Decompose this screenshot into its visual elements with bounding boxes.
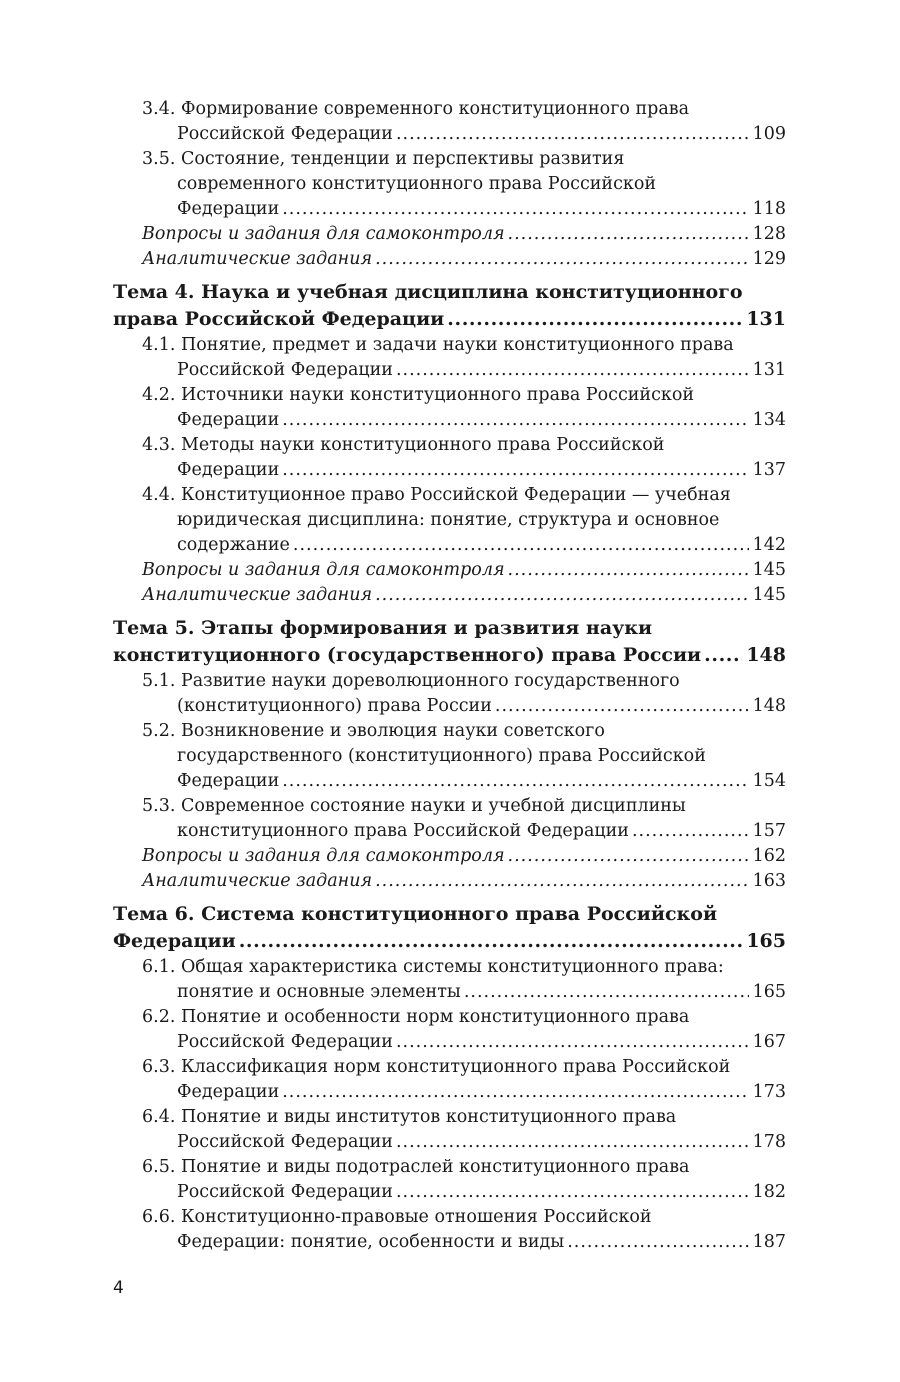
toc-entry-title-cont: (конституционного) права России <box>177 696 492 716</box>
page-ref: 131 <box>746 308 786 330</box>
page-ref: 148 <box>746 644 786 666</box>
page-ref: 182 <box>752 1182 786 1202</box>
toc-entry-title-cont: Федерации <box>177 199 280 219</box>
page-ref: 145 <box>752 585 786 605</box>
toc-entry-title-cont: содержание <box>177 535 290 555</box>
toc-entry-4-1[interactable] <box>142 333 786 383</box>
toc-entry-title-cont: государственного (конституционного) права Российской <box>177 746 706 766</box>
page-ref: 148 <box>752 696 786 716</box>
page-ref: 134 <box>752 410 786 430</box>
toc-entry-6-6[interactable] <box>142 1205 786 1255</box>
page-ref: 109 <box>752 124 786 144</box>
toc-entry-3-5[interactable] <box>142 147 786 222</box>
page-ref: 145 <box>752 560 786 580</box>
toc-topic-title-cont: конституционного (государственного) права России <box>113 644 702 666</box>
toc-entry-title-cont: Федерации <box>177 771 280 791</box>
toc-topic-title-cont: права Российской Федерации <box>113 308 445 330</box>
toc-entry-title: Аналитические задания <box>142 871 373 891</box>
toc-entry-title: 3.5. Состояние, тенденции и перспективы развития <box>142 149 625 169</box>
toc-entry-6-1[interactable] <box>142 955 786 1005</box>
toc-entry-title: 5.1. Развитие науки дореволюционного государственного <box>142 671 680 691</box>
dot-leader <box>282 408 748 433</box>
page-ref: 128 <box>752 224 786 244</box>
toc-entry-title: Аналитические задания <box>142 585 373 605</box>
page-ref: 165 <box>752 982 786 1002</box>
page-ref: 154 <box>752 771 786 791</box>
page-ref: 165 <box>746 930 786 952</box>
dot-leader <box>508 844 749 869</box>
page-ref: 157 <box>752 821 786 841</box>
dot-leader <box>704 642 742 669</box>
dot-leader <box>508 558 749 583</box>
dot-leader <box>632 819 749 844</box>
toc-entry-title: Аналитические задания <box>142 249 373 269</box>
toc-entry-title-cont: Российской Федерации <box>177 1132 393 1152</box>
toc-topic-title: Тема 5. Этапы формирования и развития науки <box>113 617 653 639</box>
dot-leader <box>495 694 749 719</box>
toc-entry-self-check-questions[interactable] <box>142 222 786 247</box>
toc-topic-5[interactable] <box>113 615 786 669</box>
dot-leader <box>282 458 748 483</box>
toc-entry-title: Вопросы и задания для самоконтроля <box>142 560 505 580</box>
toc-entry-4-3[interactable] <box>142 433 786 483</box>
toc-entry-title: 6.4. Понятие и виды институтов конституционного права <box>142 1107 677 1127</box>
toc-entry-title-cont: Российской Федерации <box>177 124 393 144</box>
page-ref: 118 <box>752 199 786 219</box>
toc-entry-title: 5.3. Современное состояние науки и учебной дисциплины <box>142 796 686 816</box>
dot-leader <box>567 1230 748 1255</box>
toc-entry-title-cont: Российской Федерации <box>177 1032 393 1052</box>
toc-entry-title-cont: Федерации <box>177 460 280 480</box>
page-ref: 129 <box>752 249 786 269</box>
toc-entry-6-2[interactable] <box>142 1005 786 1055</box>
dot-leader <box>375 583 749 608</box>
toc-entry-title: 3.4. Формирование современного конституционного права <box>142 99 690 119</box>
page-ref: 137 <box>752 460 786 480</box>
page-ref: 187 <box>752 1232 786 1252</box>
dot-leader <box>293 533 749 558</box>
page-number: 4 <box>113 1278 124 1298</box>
toc-entry-title: 4.4. Конституционное право Российской Федерации — учебная <box>142 485 731 505</box>
page-ref: 167 <box>752 1032 786 1052</box>
toc-topic-title: Тема 4. Наука и учебная дисциплина конституционного <box>113 281 743 303</box>
dot-leader <box>396 1130 749 1155</box>
dot-leader <box>239 928 743 955</box>
toc-entry-title: 6.3. Классификация норм конституционного права Российской <box>142 1057 731 1077</box>
toc-entry-title: 4.1. Понятие, предмет и задачи науки конституционного права <box>142 335 734 355</box>
toc-entry-self-check-questions[interactable] <box>142 558 786 583</box>
toc-topic-6[interactable] <box>113 901 786 955</box>
toc-entry-title-cont: юридическая дисциплина: понятие, структура и основное <box>177 510 720 530</box>
toc-entry-title-cont: конституционного права Российской Федерации <box>177 821 629 841</box>
dot-leader <box>464 980 749 1005</box>
page-ref: 131 <box>752 360 786 380</box>
toc-entry-title: 5.2. Возникновение и эволюция науки советского <box>142 721 605 741</box>
toc-entry-title-cont: Федерации: понятие, особенности и виды <box>177 1232 565 1252</box>
toc-entry-title-cont: Российской Федерации <box>177 360 393 380</box>
toc-entry-6-5[interactable] <box>142 1155 786 1205</box>
toc-entry-6-4[interactable] <box>142 1105 786 1155</box>
toc-entry-title-cont: современного конституционного права Российской <box>177 174 657 194</box>
toc-topic-title-cont: Федерации <box>113 930 236 952</box>
table-of-contents <box>113 97 786 1255</box>
toc-entry-title: 4.2. Источники науки конституционного права Российской <box>142 385 695 405</box>
toc-entry-6-3[interactable] <box>142 1055 786 1105</box>
toc-entry-title-cont: понятие и основные элементы <box>177 982 461 1002</box>
dot-leader <box>375 247 749 272</box>
toc-entry-5-3[interactable] <box>142 794 786 844</box>
dot-leader <box>375 869 749 894</box>
dot-leader <box>396 358 749 383</box>
toc-entry-title: 4.3. Методы науки конституционного права Российской <box>142 435 665 455</box>
toc-entry-title-cont: Федерации <box>177 410 280 430</box>
dot-leader <box>282 197 748 222</box>
page-ref: 163 <box>752 871 786 891</box>
toc-entry-title: Вопросы и задания для самоконтроля <box>142 846 505 866</box>
dot-leader <box>396 1180 749 1205</box>
toc-entry-analytical-tasks[interactable] <box>142 869 786 894</box>
toc-topic-title: Тема 6. Система конституционного права Российской <box>113 903 718 925</box>
dot-leader <box>396 122 749 147</box>
toc-entry-title: 6.2. Понятие и особенности норм конституционного права <box>142 1007 690 1027</box>
dot-leader <box>396 1030 749 1055</box>
toc-entry-self-check-questions[interactable] <box>142 844 786 869</box>
page-ref: 173 <box>752 1082 786 1102</box>
toc-entry-title: 6.5. Понятие и виды подотраслей конституционного права <box>142 1157 690 1177</box>
page-ref: 162 <box>752 846 786 866</box>
toc-entry-5-1[interactable] <box>142 669 786 719</box>
dot-leader <box>508 222 749 247</box>
toc-entry-title: Вопросы и задания для самоконтроля <box>142 224 505 244</box>
toc-entry-title: 6.1. Общая характеристика системы конституционного права: <box>142 957 724 977</box>
toc-entry-title: 6.6. Конституционно-правовые отношения Российской <box>142 1207 652 1227</box>
dot-leader <box>282 769 748 794</box>
toc-entry-5-2[interactable] <box>142 719 786 794</box>
dot-leader <box>447 306 742 333</box>
page-ref: 178 <box>752 1132 786 1152</box>
toc-entry-title-cont: Федерации <box>177 1082 280 1102</box>
toc-entry-title-cont: Российской Федерации <box>177 1182 393 1202</box>
toc-entry-analytical-tasks[interactable] <box>142 583 786 608</box>
page-ref: 142 <box>752 535 786 555</box>
dot-leader <box>282 1080 748 1105</box>
toc-entry-4-2[interactable] <box>142 383 786 433</box>
toc-entry-analytical-tasks[interactable] <box>142 247 786 272</box>
toc-entry-4-4[interactable] <box>142 483 786 558</box>
toc-topic-4[interactable] <box>113 279 786 333</box>
toc-entry-3-4[interactable] <box>142 97 786 147</box>
